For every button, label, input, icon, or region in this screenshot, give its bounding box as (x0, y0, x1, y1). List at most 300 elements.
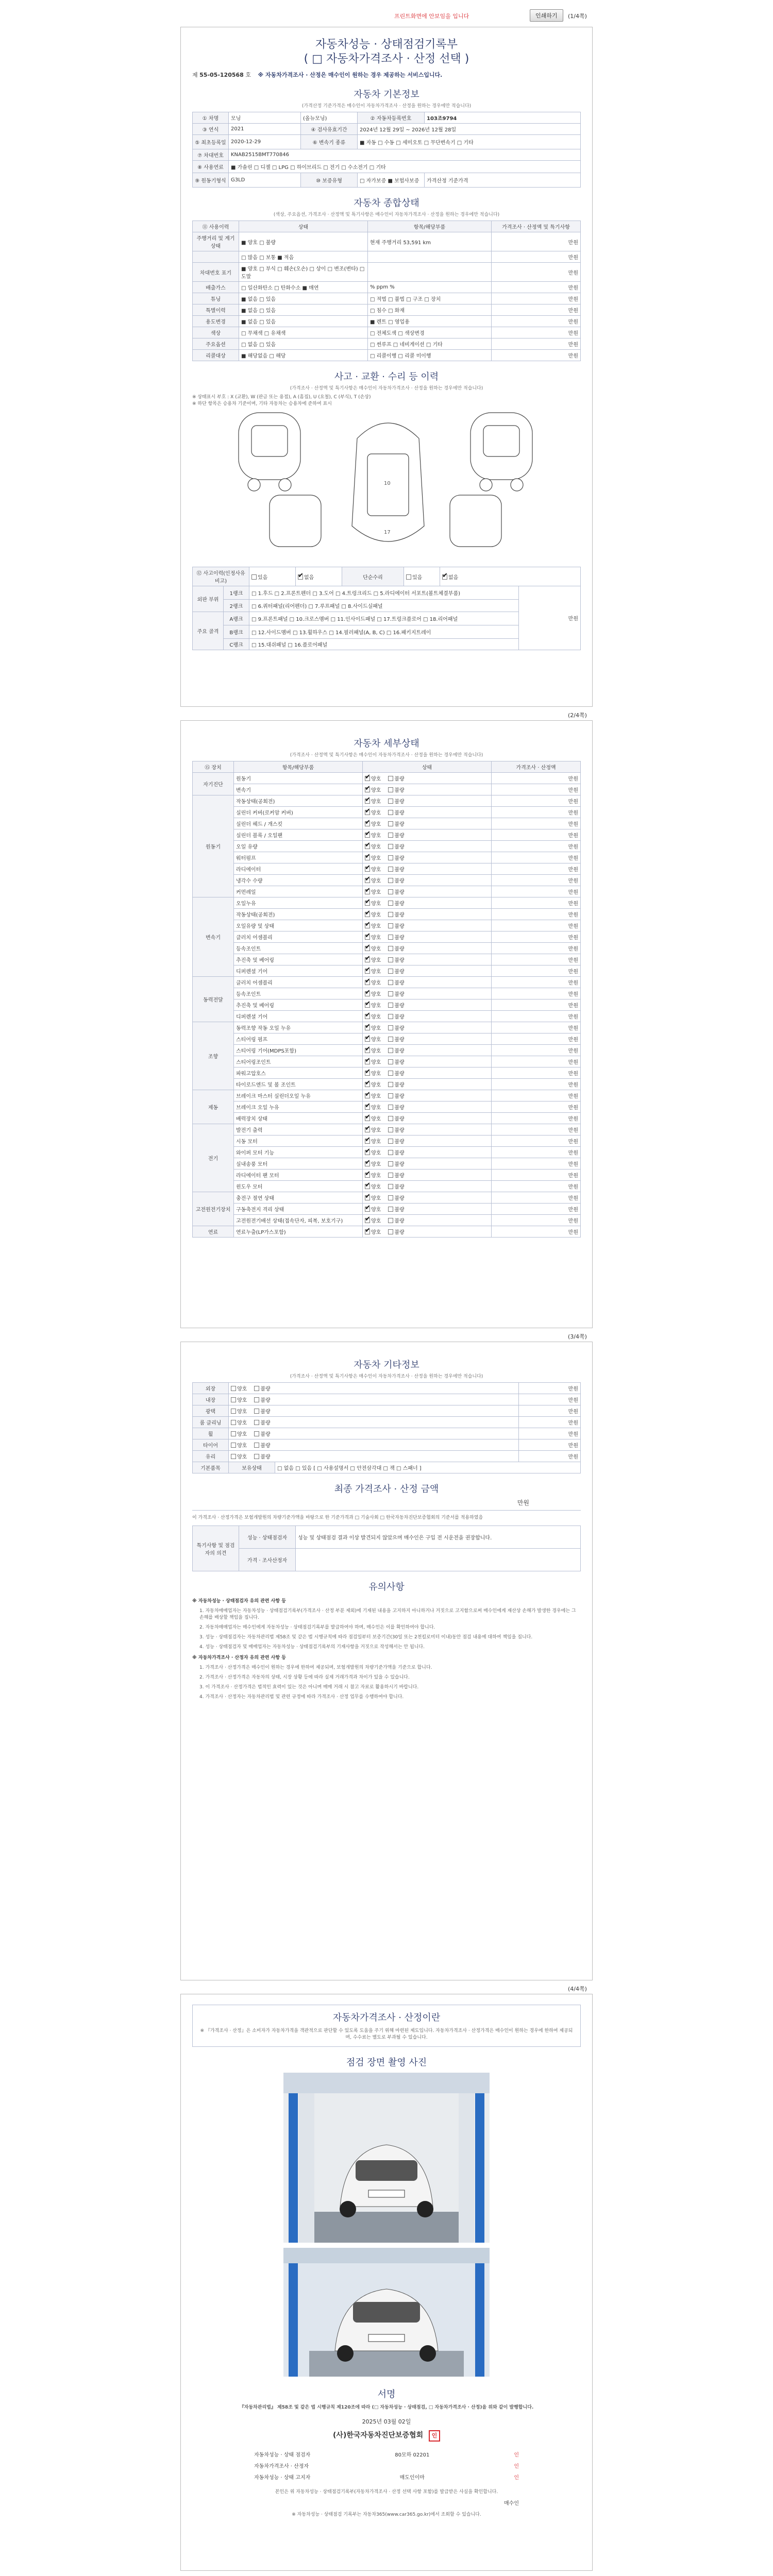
detail-price: 만원 (492, 1181, 581, 1192)
row-state: ■ 양호 □ 불량 (239, 232, 368, 251)
state-good-label: 양호 (237, 1443, 247, 1449)
detail-state (363, 1124, 492, 1136)
state-bad-label: 불량 (394, 969, 405, 975)
detail-price: 만원 (492, 977, 581, 988)
detail-row (193, 943, 581, 954)
detail-item: 연료누출(LP가스포함) (234, 1226, 363, 1238)
checkbox-good (365, 1195, 370, 1200)
detail-item: 라디에이터 팬 모터 (234, 1170, 363, 1181)
detail-item: 파워고압호스 (234, 1067, 363, 1079)
overall-row (193, 338, 581, 350)
state-bad-label: 불량 (394, 1184, 405, 1190)
state-good-label: 양호 (371, 810, 381, 816)
checkbox-good (365, 1059, 370, 1064)
cell: 가격 · 조사산정자 (239, 1549, 296, 1571)
detail-state (363, 1158, 492, 1170)
detail-item: 충전구 절연 상태 (234, 1192, 363, 1204)
checkbox-good (365, 901, 370, 906)
detail-row (193, 965, 581, 977)
detail-state (363, 943, 492, 954)
other-sub: (가격조사 · 산정액 및 특기사항은 매수인이 자동차가격조사 · 산정을 원하는 경우에만 적습니다) (290, 1374, 483, 1379)
other-price: 만원 (519, 1417, 581, 1428)
detail-sub: (가격조사 · 산정액 및 특기사항은 매수인이 자동차가격조사 · 산정을 원하는 경우에만 적습니다) (290, 753, 483, 758)
cell: 성능 및 상태점검 결과 이상 발견되지 않았으며 매수인은 구입 전 시운전을 권장합니다. (296, 1526, 581, 1549)
detail-row (193, 841, 581, 852)
state-good-label: 양호 (371, 1218, 381, 1224)
detail-state (363, 795, 492, 807)
checkbox-good (231, 1420, 236, 1425)
detail-row (193, 863, 581, 875)
state-good-label: 양호 (371, 878, 381, 884)
checkbox-good (365, 1003, 370, 1008)
checkbox-good (365, 1105, 370, 1110)
detail-item: 디퍼렌셜 기어 (234, 1011, 363, 1022)
row-label: 색상 (193, 327, 239, 338)
checkbox-good (365, 810, 370, 815)
cell: 2랭크 (224, 600, 249, 612)
detail-state (363, 1090, 492, 1101)
seal-mark: 인 (514, 2475, 519, 2481)
detail-item: 와이퍼 모터 기능 (234, 1147, 363, 1158)
detail-row (193, 988, 581, 999)
detail-price: 만원 (492, 1022, 581, 1033)
detail-price: 만원 (492, 954, 581, 965)
state-bad-label: 불량 (394, 890, 405, 895)
detail-row (193, 1090, 581, 1101)
state-bad-label: 불량 (394, 1196, 405, 1201)
checkbox-good (365, 980, 370, 985)
checkbox-bad (388, 810, 393, 815)
doc-no: 55-05-120568 (199, 72, 244, 78)
state-good-label: 양호 (371, 946, 381, 952)
detail-state (363, 1226, 492, 1238)
row-detail: □ 적법 □ 불법 □ 구조 □ 장치 (368, 293, 492, 304)
checkbox-good (365, 1093, 370, 1098)
detail-price: 만원 (492, 1067, 581, 1079)
svg-text:17: 17 (384, 530, 391, 535)
state-bad-label: 불량 (394, 822, 405, 827)
detail-item: 스티어링조인트 (234, 1056, 363, 1067)
state-bad-label: 불량 (394, 958, 405, 963)
row-label: 튜닝 (193, 293, 239, 304)
overall-row (193, 263, 581, 282)
other-label: 유리 (193, 1451, 229, 1462)
detail-row (193, 1113, 581, 1124)
state-bad-label: 불량 (394, 946, 405, 952)
checkbox-good (365, 1218, 370, 1223)
col-header: 항목/해당부품 (368, 221, 492, 232)
detail-item: 디퍼렌셜 기어 (234, 965, 363, 977)
cell: ① 차명 (193, 112, 229, 124)
cell: 가격산정 기준가격 (425, 173, 581, 188)
col-header: 가격조사 · 산정액 (492, 761, 581, 773)
page-number: (3/4쪽) (568, 1333, 587, 1340)
checkbox-bad (388, 923, 393, 928)
detail-group: 자기진단 (193, 773, 234, 795)
checkbox-good (365, 833, 370, 838)
checkbox-good (365, 787, 370, 792)
state-bad-label: 불량 (394, 1003, 405, 1009)
row-state: ■ 양호 □ 부식 □ 훼손(오손) □ 상이 □ 변조(변타) □ 도말 (239, 263, 368, 282)
detail-state (363, 1045, 492, 1056)
checkbox-bad (254, 1443, 259, 1448)
other-heading: 자동차 기타정보 (354, 1360, 419, 1370)
cell: ④ 검사유효기간 (301, 124, 358, 135)
detail-price: 만원 (492, 875, 581, 886)
detail-price: 만원 (492, 909, 581, 920)
detail-state (363, 829, 492, 841)
other-row (193, 1394, 581, 1405)
detail-item: 클러치 어셈블리 (234, 931, 363, 943)
row-price: 만원 (492, 304, 581, 316)
cell: 보유상태 (229, 1462, 275, 1473)
row-label: 주요옵션 (193, 338, 239, 350)
checkbox-bad (388, 1161, 393, 1166)
row-state: □ 없음 □ 있음 (239, 338, 368, 350)
row-detail: ■ 렌트 □ 영업용 (368, 316, 492, 327)
detail-item: 원동기 (234, 773, 363, 784)
detail-item: 오일 유량 (234, 841, 363, 852)
row-detail (368, 251, 492, 263)
row-price: 만원 (492, 282, 581, 293)
detail-state (363, 1067, 492, 1079)
detail-state (363, 1113, 492, 1124)
other-row (193, 1451, 581, 1462)
row-state: □ 많음 □ 보통 ■ 적음 (239, 251, 368, 263)
other-row (193, 1439, 581, 1451)
detail-item: 동력조향 작동 오일 누유 (234, 1022, 363, 1033)
checkbox-bad (254, 1454, 259, 1459)
other-label: 외장 (193, 1383, 229, 1394)
cell: 만원 (519, 586, 581, 650)
info-heading: 자동차가격조사 · 산정이란 (332, 2012, 441, 2023)
detail-item: 실린더 헤드 / 개스킷 (234, 818, 363, 829)
state-good-label: 양호 (371, 1071, 381, 1077)
cell: 기본품목 (193, 1462, 229, 1473)
note-line: 2. 가격조사 · 산정가격은 자동차의 상태, 시장 상황 등에 따라 실제 거래가격과 차이가 있을 수 있습니다. (199, 1675, 410, 1680)
detail-price: 만원 (492, 1226, 581, 1238)
detail-price: 만원 (492, 863, 581, 875)
page-number: (4/4쪽) (568, 1986, 587, 1992)
checkbox-bad (388, 969, 393, 974)
detail-row (193, 1215, 581, 1226)
detail-state (363, 784, 492, 795)
detail-row (193, 1192, 581, 1204)
detail-price: 만원 (492, 773, 581, 784)
checkbox-good (365, 991, 370, 996)
detail-state (363, 841, 492, 852)
detail-state (363, 977, 492, 988)
checkbox-good (365, 1161, 370, 1166)
cell: B랭크 (224, 625, 249, 639)
detail-item: 구동축전지 격리 상태 (234, 1204, 363, 1215)
inspection-photo-2 (283, 2248, 490, 2377)
checkbox-good (365, 821, 370, 826)
state-bad-label: 불량 (394, 776, 405, 782)
row-label: 주행거리 및 계기상태 (193, 232, 239, 251)
checkbox-good (365, 776, 370, 781)
page-3 (180, 1342, 593, 1980)
detail-price: 만원 (492, 999, 581, 1011)
checkbox-bad (388, 1093, 393, 1098)
state-bad-label: 불량 (394, 1014, 405, 1020)
detail-row (193, 1045, 581, 1056)
car-diagram (192, 408, 582, 562)
checkbox-good (365, 799, 370, 804)
state-good-label: 양호 (371, 1105, 381, 1111)
checkbox-bad (388, 1037, 393, 1042)
detail-price: 만원 (492, 1101, 581, 1113)
checkbox-bad (388, 867, 393, 872)
cell: □ 15.대쉬패널 □ 16.플로어패널 (249, 639, 519, 650)
state-good-label: 양호 (237, 1386, 247, 1392)
note-line: ※ 자동차가격조사 · 산정자 유의 관련 사항 등 (192, 1655, 286, 1660)
footer-text: ※ 자동차성능 · 상태점검 기록부는 자동차365(www.car365.go.kr)에서 조회할 수 있습니다. (292, 2512, 481, 2517)
state-bad-label: 불량 (394, 799, 405, 805)
cell: □ 6.쿼터패널(리어펜더) □ 7.루프패널 □ 8.사이드실패널 (249, 600, 519, 612)
state-bad-label: 불량 (260, 1420, 271, 1426)
detail-row (193, 909, 581, 920)
checkbox-good (365, 855, 370, 860)
detail-item: 작동상태(공회전) (234, 795, 363, 807)
detail-state (363, 1215, 492, 1226)
cell: ⑦ 차대번호 (193, 149, 229, 161)
detail-state (363, 920, 492, 931)
row-state: ■ 없음 □ 있음 (239, 304, 368, 316)
doc-no-label: 제 (192, 72, 198, 78)
detail-price: 만원 (492, 1215, 581, 1226)
detail-row (193, 1033, 581, 1045)
detail-price: 만원 (492, 988, 581, 999)
checkbox-bad (388, 1139, 393, 1144)
cell: ⑩ 보증유형 (301, 173, 358, 188)
state-bad-label: 불량 (394, 856, 405, 861)
row-label: 특별이력 (193, 304, 239, 316)
notes-body (192, 1598, 581, 1701)
detail-item: 추진축 및 베어링 (234, 954, 363, 965)
state-good-label: 양호 (371, 890, 381, 895)
state-good-label: 양호 (237, 1454, 247, 1460)
other-price: 만원 (519, 1428, 581, 1439)
checkbox-bad (388, 901, 393, 906)
detail-state (363, 852, 492, 863)
detail-price: 만원 (492, 807, 581, 818)
overall-row (193, 327, 581, 338)
state-good-label: 양호 (371, 1184, 381, 1190)
col-header: 상태 (363, 761, 492, 773)
sign-text: 『자동차관리법』 제58조 및 같은 법 시행규칙 제120조에 따라 (□ 자동차성능 · 상태점검, □ 자동차가격조사 · 산정)을 위와 같이 발행합니다. (239, 2405, 534, 2410)
row-detail (368, 263, 492, 282)
checkbox-bad (254, 1386, 259, 1391)
cell: C랭크 (224, 639, 249, 650)
detail-item: 스티어링 기어(MDPS포함) (234, 1045, 363, 1056)
other-state (229, 1451, 519, 1462)
state-good-label: 양호 (371, 1094, 381, 1099)
detail-price: 만원 (492, 1033, 581, 1045)
row-label: 배출가스 (193, 282, 239, 293)
state-good-label: 양호 (371, 1048, 381, 1054)
checkbox-good (365, 957, 370, 962)
detail-row (193, 795, 581, 807)
org-seal: 인 (429, 2430, 440, 2442)
cell: ⑥ 변속기 종류 (301, 135, 358, 149)
detail-row (193, 931, 581, 943)
checkbox-good (365, 1139, 370, 1144)
other-state (229, 1439, 519, 1451)
state-bad-label: 불량 (394, 935, 405, 941)
detail-row (193, 784, 581, 795)
signer-role: 자동차성능 · 상태 점검자 (254, 2452, 311, 2458)
state-good-label: 양호 (371, 1037, 381, 1043)
checkbox-bad (388, 1116, 393, 1121)
state-bad-label: 불량 (260, 1443, 271, 1449)
other-row (193, 1383, 581, 1394)
checkbox-good (365, 1025, 370, 1030)
detail-row (193, 954, 581, 965)
cell: 외판 부위 (193, 586, 224, 612)
state-good-label: 양호 (371, 1162, 381, 1167)
cell: 특기사항 및 점검자의 의견 (193, 1526, 239, 1571)
checkbox-bad (388, 855, 393, 860)
detail-price: 만원 (492, 1170, 581, 1181)
detail-state (363, 1022, 492, 1033)
checkbox-bad (388, 1195, 393, 1200)
detail-price: 만원 (492, 1011, 581, 1022)
other-label: 휠 (193, 1428, 229, 1439)
print-notice: 프린트화면에 안보임을 입니다 (394, 13, 469, 20)
detail-state (363, 1101, 492, 1113)
issuing-org (192, 2430, 581, 2442)
cell: ■ 가솔린 □ 디젤 □ LPG □ 하이브리드 □ 전기 □ 수소전기 □ 기타 (229, 161, 581, 173)
detail-row (193, 886, 581, 897)
detail-state (363, 863, 492, 875)
detail-row (193, 977, 581, 988)
row-state: ■ 해당없음 □ 해당 (239, 350, 368, 361)
detail-price: 만원 (492, 920, 581, 931)
state-good-label: 양호 (237, 1420, 247, 1426)
cell: A랭크 (224, 612, 249, 625)
other-row (193, 1405, 581, 1417)
other-price: 만원 (519, 1405, 581, 1417)
state-bad-label: 불량 (394, 980, 405, 986)
accident-parts-table (192, 586, 581, 650)
seal-mark: 인 (514, 2464, 519, 2469)
row-price: 만원 (492, 251, 581, 263)
checkbox-bad (388, 1207, 393, 1212)
detail-table (192, 761, 581, 1238)
state-bad-label: 불량 (394, 912, 405, 918)
document-subtitle: ( □ 자동차가격조사 · 산정 선택 ) (304, 53, 469, 65)
state-bad-label: 불량 (260, 1386, 271, 1392)
checkbox-bad (388, 787, 393, 792)
state-good-label: 양호 (371, 867, 381, 873)
row-detail: % ppm % (368, 282, 492, 293)
detail-row (193, 1022, 581, 1033)
checkbox-bad (254, 1397, 259, 1402)
detail-state (363, 954, 492, 965)
state-good-label: 양호 (371, 980, 381, 986)
accident-heading: 사고 · 교환 · 수리 등 이력 (334, 371, 439, 382)
note-line: 1. 가격조사 · 산정가격은 매수인이 원하는 경우에 한하여 제공되며, 보험개발원의 차량기준가액을 기준으로 합니다. (199, 1665, 432, 1670)
detail-price: 만원 (492, 1113, 581, 1124)
detail-group: 변속기 (193, 897, 234, 977)
checkbox-good (365, 923, 370, 928)
detail-row (193, 1124, 581, 1136)
checkbox-bad (388, 878, 393, 883)
signer-role: 자동차가격조사 · 산정자 (254, 2464, 309, 2469)
detail-price: 만원 (492, 1045, 581, 1056)
cell: ⑤ 최초등록일 (193, 135, 229, 149)
print-button[interactable]: 인쇄하기 (530, 9, 563, 22)
cell: KNAB2515BMT770846 (229, 149, 581, 161)
state-bad-label: 불량 (394, 1094, 405, 1099)
cell: □ 없음 □ 있음 [ □ 사용설명서 □ 안전삼각대 □ 잭 □ 스패너 ] (275, 1462, 581, 1473)
cell: □ 1.후드 □ 2.프론트펜더 □ 3.도어 □ 4.트렁크리드 □ 5.라디에이터 서포트(볼트체결부품) (249, 586, 519, 600)
page-2 (180, 720, 593, 1328)
state-good-label: 양호 (371, 788, 381, 793)
state-bad-label: 불량 (394, 878, 405, 884)
cell: ⑧ 사용연료 (193, 161, 229, 173)
checkbox-good (365, 1071, 370, 1076)
checkbox-good (365, 1173, 370, 1178)
detail-price: 만원 (492, 897, 581, 909)
overall-row (193, 282, 581, 293)
checkbox-bad (388, 821, 393, 826)
state-bad-label: 불량 (394, 788, 405, 793)
overall-sub: (색상, 주요옵션, 가격조사 · 산정액 및 특기사항은 매수인이 자동차가격조사 · 산정을 원하는 경우에만 적습니다) (273, 212, 500, 217)
detail-state (363, 807, 492, 818)
checkbox-bad (388, 1048, 393, 1053)
col-header: 항목/해당부품 (234, 761, 363, 773)
checkbox-bad (388, 946, 393, 951)
detail-item: 워터펌프 (234, 852, 363, 863)
other-state (229, 1428, 519, 1439)
detail-row (193, 1011, 581, 1022)
state-bad-label: 불량 (394, 1048, 405, 1054)
note-line: 2. 자동차매매업자는 매수인에게 자동차성능 · 상태점검기록부를 발급하여야 하며, 매수인은 이를 확인하여야 합니다. (199, 1625, 435, 1630)
detail-state (363, 886, 492, 897)
detail-item: 시동 모터 (234, 1136, 363, 1147)
cell: ⑨ 원동기형식 (193, 173, 229, 188)
overall-table (192, 221, 581, 361)
detail-state (363, 897, 492, 909)
other-state (229, 1383, 519, 1394)
state-good-label: 양호 (237, 1432, 247, 1437)
row-detail: □ 침수 □ 화재 (368, 304, 492, 316)
state-bad-label: 불량 (394, 1116, 405, 1122)
checkbox-bad (388, 889, 393, 894)
state-bad-label: 불량 (260, 1432, 271, 1437)
detail-row (193, 818, 581, 829)
checkbox-bad (388, 1105, 393, 1110)
checkbox-good (365, 935, 370, 940)
checkbox-good (365, 878, 370, 883)
detail-row (193, 1101, 581, 1113)
detail-heading: 자동차 세부상태 (354, 738, 419, 749)
state-good-label: 양호 (371, 1230, 381, 1235)
checkbox-bad (254, 1431, 259, 1436)
row-state: ■ 없음 □ 있음 (239, 293, 368, 304)
state-bad-label: 불량 (394, 1060, 405, 1065)
checkbox-bad (388, 935, 393, 940)
detail-item: 클러치 어셈블리 (234, 977, 363, 988)
cell: 2024년 12월 29일 ~ 2026년 12월 28일 (358, 124, 581, 135)
cell: 성능 · 상태점검자 (239, 1526, 296, 1549)
row-label: 리콜대상 (193, 350, 239, 361)
col-header: 가격조사 · 산정액 및 특기사항 (492, 221, 581, 232)
cell: 2020-12-29 (229, 135, 301, 149)
page-number: (2/4쪽) (568, 712, 587, 719)
